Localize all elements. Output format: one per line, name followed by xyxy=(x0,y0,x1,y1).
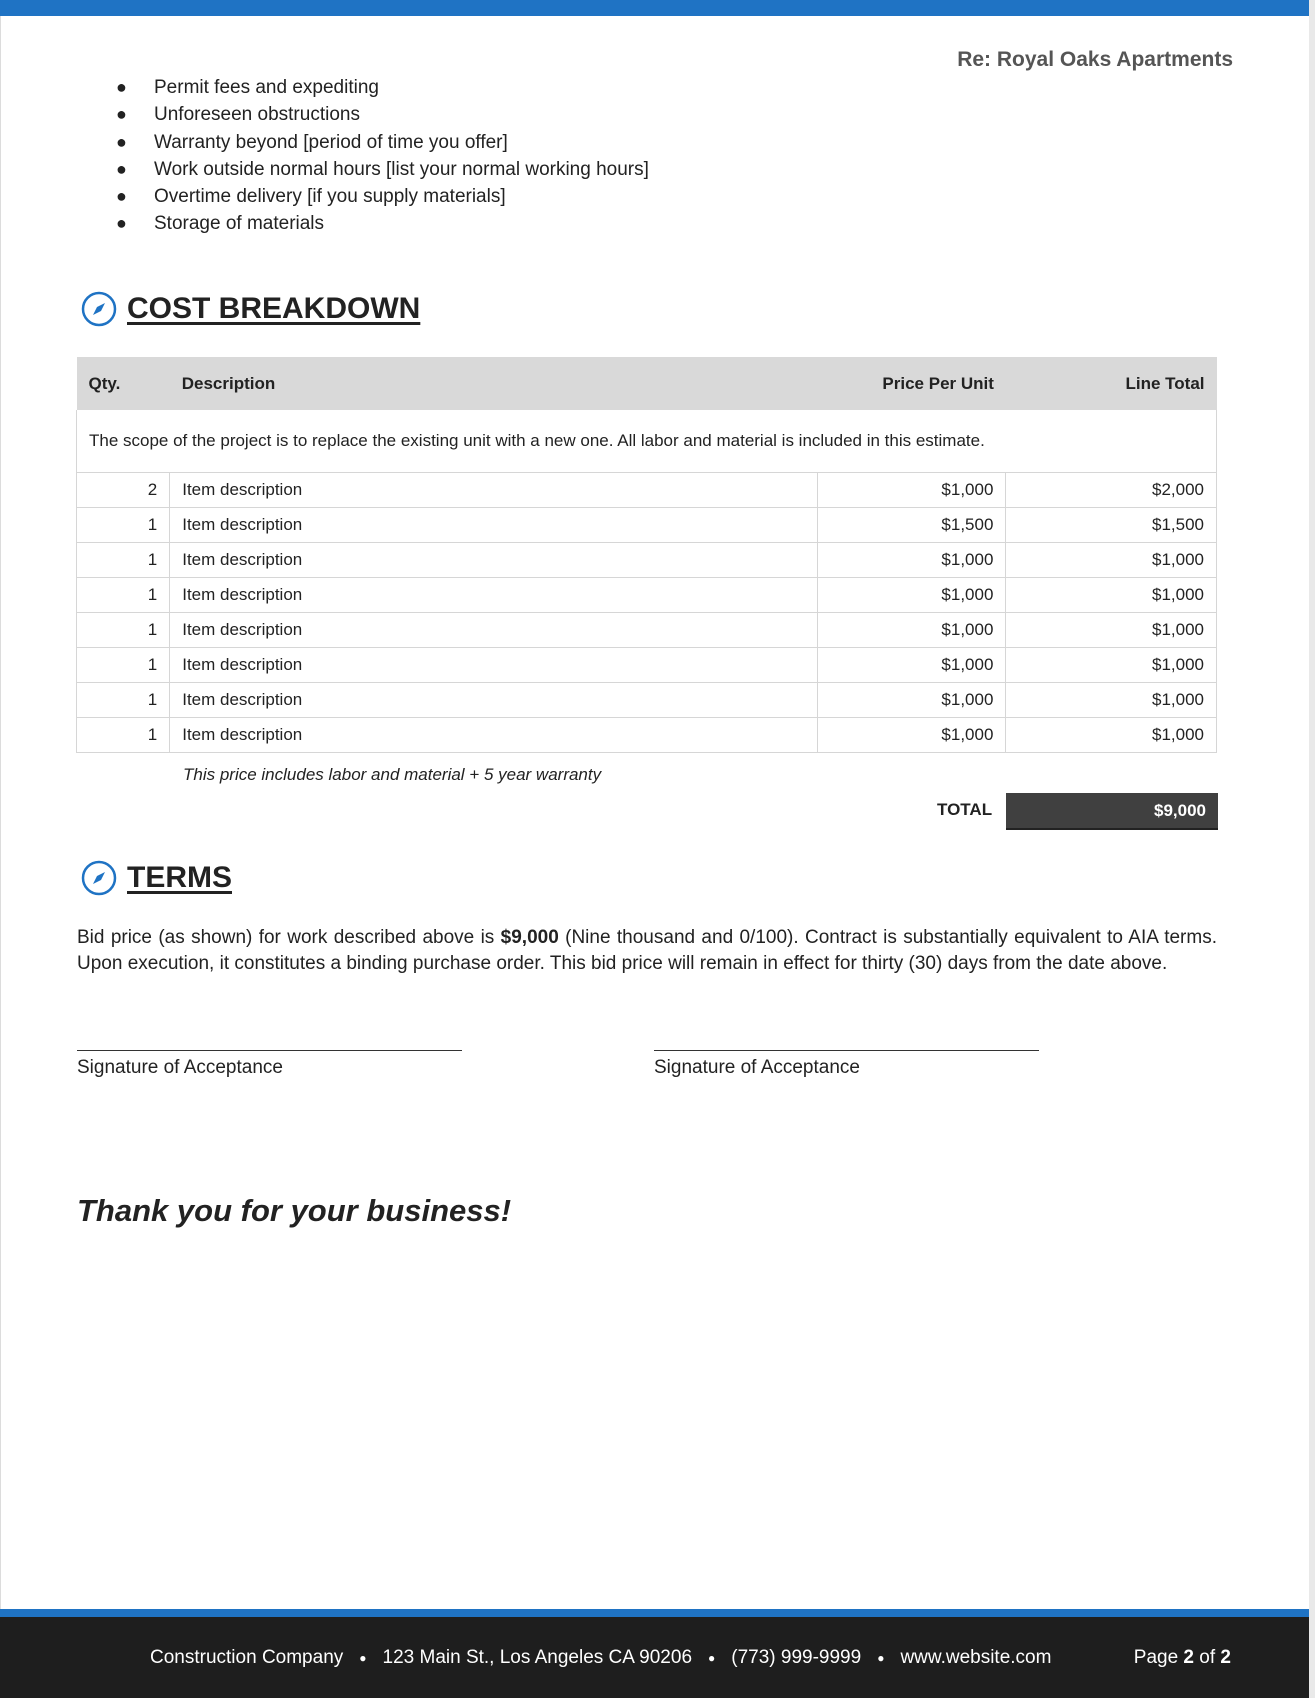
line-total-cell: $1,000 xyxy=(1006,718,1217,753)
separator-dot-icon: ● xyxy=(877,1651,885,1665)
price-cell: $1,000 xyxy=(817,473,1005,508)
qty-cell: 1 xyxy=(77,718,170,753)
list-item: ● Overtime delivery [if you supply materials] xyxy=(116,183,649,210)
compass-icon xyxy=(81,291,117,327)
signature-line xyxy=(654,1050,1039,1051)
line-total-cell: $1,000 xyxy=(1006,578,1217,613)
description-cell: Item description xyxy=(170,578,818,613)
scope-row xyxy=(77,410,1217,473)
table-header-row xyxy=(77,357,1217,410)
qty-cell: 2 xyxy=(77,473,170,508)
qty-cell: 1 xyxy=(77,508,170,543)
description-cell: Item description xyxy=(170,473,818,508)
list-item: ● Permit fees and expediting xyxy=(116,74,649,101)
separator-dot-icon: ● xyxy=(708,1651,716,1665)
signature-label: Signature of Acceptance xyxy=(654,1057,860,1078)
bullet-icon: ● xyxy=(116,213,127,234)
table-row xyxy=(77,718,1217,753)
qty-cell: 1 xyxy=(77,578,170,613)
terms-heading xyxy=(81,860,232,896)
line-total-cell: $1,000 xyxy=(1006,648,1217,683)
price-cell: $1,000 xyxy=(817,683,1005,718)
table-row xyxy=(77,543,1217,578)
section-title: TERMS xyxy=(127,861,232,894)
description-cell: Item description xyxy=(170,683,818,718)
thank-you-message: Thank you for your business! xyxy=(77,1193,512,1228)
company-phone: (773) 999-9999 xyxy=(731,1647,862,1668)
page-number: Page 2 of 2 xyxy=(1133,1647,1231,1668)
signature-label: Signature of Acceptance xyxy=(77,1057,283,1078)
price-cell: $1,000 xyxy=(817,648,1005,683)
description-cell: Item description xyxy=(170,613,818,648)
column-header-line-total: Line Total xyxy=(1006,357,1217,410)
qty-cell: 1 xyxy=(77,683,170,718)
price-cell: $1,500 xyxy=(817,508,1005,543)
line-total-cell: $1,000 xyxy=(1006,683,1217,718)
line-total-cell: $1,500 xyxy=(1006,508,1217,543)
description-cell: Item description xyxy=(170,718,818,753)
cost-breakdown-heading xyxy=(81,291,420,327)
total-value: $9,000 xyxy=(1006,793,1218,830)
line-total-cell: $1,000 xyxy=(1006,613,1217,648)
signature-line xyxy=(77,1050,462,1051)
footer-contact-info xyxy=(150,1647,1051,1669)
compass-icon xyxy=(81,860,117,896)
page-edge xyxy=(1309,0,1315,1698)
warranty-note: This price includes labor and material + 5 year warranty xyxy=(183,765,602,784)
list-item: ● Unforeseen obstructions xyxy=(116,101,649,128)
price-cell: $1,000 xyxy=(817,543,1005,578)
list-item: ● Work outside normal hours [list your normal working hours] xyxy=(116,156,649,183)
qty-cell: 1 xyxy=(77,543,170,578)
section-title: COST BREAKDOWN xyxy=(127,292,421,325)
description-cell: Item description xyxy=(170,543,818,578)
total-label: TOTAL xyxy=(937,800,993,819)
cost-table xyxy=(76,357,1217,753)
re-line: Re: Royal Oaks Apartments xyxy=(957,48,1233,71)
price-cell: $1,000 xyxy=(817,718,1005,753)
table-row xyxy=(77,508,1217,543)
price-cell: $1,000 xyxy=(817,578,1005,613)
page-edge xyxy=(0,0,1,1698)
bullet-icon: ● xyxy=(116,77,127,97)
bullet-icon: ● xyxy=(116,131,127,152)
bullet-icon: ● xyxy=(116,104,127,125)
column-header-qty: Qty. xyxy=(77,357,170,410)
bid-amount: $9,000 xyxy=(500,927,559,948)
company-address: 123 Main St., Los Angeles CA 90206 xyxy=(382,1647,693,1668)
column-header-description: Description xyxy=(170,357,818,410)
line-total-cell: $2,000 xyxy=(1006,473,1217,508)
exclusions-list xyxy=(116,74,649,238)
description-cell: Item description xyxy=(170,508,818,543)
company-name: Construction Company xyxy=(150,1647,344,1668)
description-cell: Item description xyxy=(170,648,818,683)
table-row xyxy=(77,578,1217,613)
table-row xyxy=(77,648,1217,683)
top-accent-bar xyxy=(0,0,1309,16)
separator-dot-icon: ● xyxy=(359,1651,367,1665)
line-total-cell: $1,000 xyxy=(1006,543,1217,578)
price-cell: $1,000 xyxy=(817,613,1005,648)
bullet-icon: ● xyxy=(116,158,127,179)
company-website[interactable]: www.website.com xyxy=(900,1647,1052,1668)
qty-cell: 1 xyxy=(77,648,170,683)
scope-text: The scope of the project is to replace the existing unit with a new one. All labor and material is included in this estimate. xyxy=(77,410,1217,473)
terms-paragraph: Bid price (as shown) for work described above is $9,000 (Nine thousand and 0/100). Contract is substantially equivalent to AIA terms. Upon execution, it constitutes a binding purchase order. This bid price will remain in effect for thirty (30) days from the date above. xyxy=(77,927,1217,974)
table-row xyxy=(77,613,1217,648)
column-header-price-per-unit: Price Per Unit xyxy=(817,357,1005,410)
table-row xyxy=(77,473,1217,508)
qty-cell: 1 xyxy=(77,613,170,648)
footer-accent-bar xyxy=(0,1609,1309,1617)
list-item: ● Storage of materials xyxy=(116,210,649,237)
list-item: ● Warranty beyond [period of time you offer] xyxy=(116,129,649,156)
bullet-icon: ● xyxy=(116,186,127,207)
table-row xyxy=(77,683,1217,718)
footer xyxy=(0,1617,1309,1698)
